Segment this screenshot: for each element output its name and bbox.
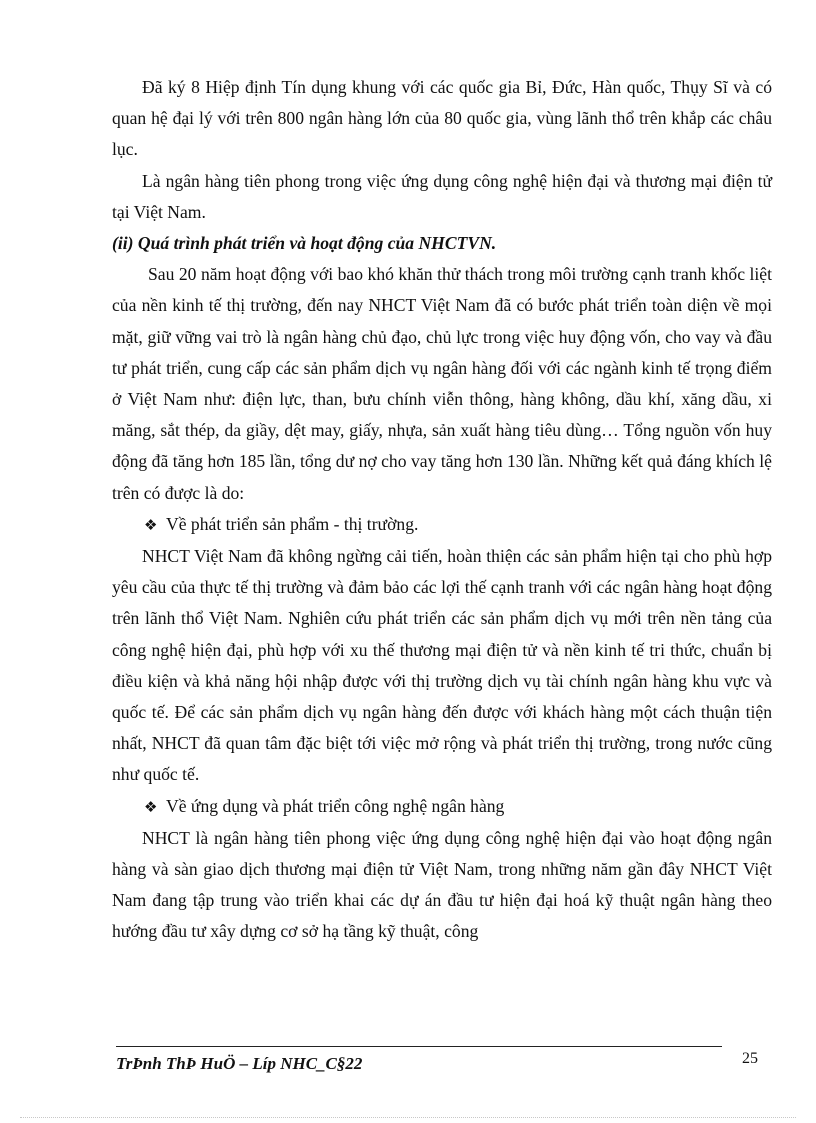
paragraph-product-market: NHCT Việt Nam đã không ngừng cải tiến, hoàn thiện các sản phẩm hiện tại cho phù hợp yêu cầu của thực tế thị trường và đảm bảo các lợi thế cạnh tranh với các ngân hàng hoạt động trên lãnh thổ Việt Nam. Nghiên cứu phát triển các sản phẩm dịch vụ mới trên nền tảng của công nghệ hiện đại, phù hợp với xu thế thương mại điện tử và nền kinh tế tri thức, chuẩn bị điều kiện và khả năng hội nhập được với thị trường dịch vụ tài chính ngân hàng khu vực và quốc tế. Để các sản phẩm dịch vụ ngân hàng đến được với khách hàng một cách thuận tiện nhất, NHCT đã quan tâm đặc biệt tới việc mở rộng và phát triển thị trường, trong nước cũng như quốc tế. <box>112 546 772 785</box>
footer-divider <box>116 1046 722 1047</box>
paragraph-technology: NHCT là ngân hàng tiên phong việc ứng dụng công nghệ hiện đại vào hoạt động ngân hàng và sàn giao dịch thương mại điện tử Việt Nam, trong những năm gần đây NHCT Việt Nam đang tập trung vào triển khai các dự án đầu tư hiện đại hoá kỹ thuật ngân hàng theo hướng đầu tư xây dựng cơ sở hạ tầng kỹ thuật, công <box>112 827 772 942</box>
diamond-bullet-icon: ❖ <box>144 515 158 534</box>
section-heading: (ii) Quá trình phát triển và hoạt động của NHCTVN. <box>112 233 497 254</box>
paragraph-development-history: Sau 20 năm hoạt động với bao khó khăn thử thách trong môi trường cạnh tranh khốc liệt của nền kinh tế thị trường, đến nay NHCT Việt Nam đã có bước phát triển toàn diện về mọi mặt, giữ vững vai trò là ngân hàng chủ đạo, chủ lực trong việc huy động vốn, cho vay và đầu tư phát triển, cung cấp các sản phẩm dịch vụ ngân hàng đối với các ngành kinh tế trọng điểm ở Việt Nam như: điện lực, than, bưu chính viễn thông, hàng không, dầu khí, xăng dầu, xi măng, sắt thép, da giầy, dệt may, giấy, nhựa, sản xuất hàng tiêu dùng… Tổng nguồn vốn huy động đã tăng hơn 185 lần, tổng dư nợ cho vay tăng hơn 130 lần. Những kết quả đáng khích lệ trên có được là do: <box>112 264 772 503</box>
document-body <box>112 72 772 948</box>
bullet-product-market <box>112 509 772 541</box>
diamond-bullet-icon: ❖ <box>144 797 158 816</box>
bullet-technology-text: Về ứng dụng và phát triển công nghệ ngân hàng <box>166 795 505 816</box>
paragraph-pioneer-technology: Là ngân hàng tiên phong trong việc ứng dụng công nghệ hiện đại và thương mại điện tử tại Việt Nam. <box>112 170 772 222</box>
paragraph-credit-agreements: Đã ký 8 Hiệp định Tín dụng khung với các quốc gia Bỉ, Đức, Hàn quốc, Thụy Sĩ và có quan hệ đại lý với trên 800 ngân hàng lớn của 80 quốc gia, vùng lãnh thổ trên khắp các châu lục. <box>112 77 772 160</box>
bullet-technology <box>112 791 772 823</box>
page-bottom-border <box>20 1117 796 1118</box>
footer-author: TrÞnh ThÞ HuÖ – Líp NHC_C§22 <box>116 1054 363 1073</box>
page-number: 25 <box>742 1050 758 1067</box>
bullet-product-market-text: Về phát triển sản phẩm - thị trường. <box>166 513 419 534</box>
